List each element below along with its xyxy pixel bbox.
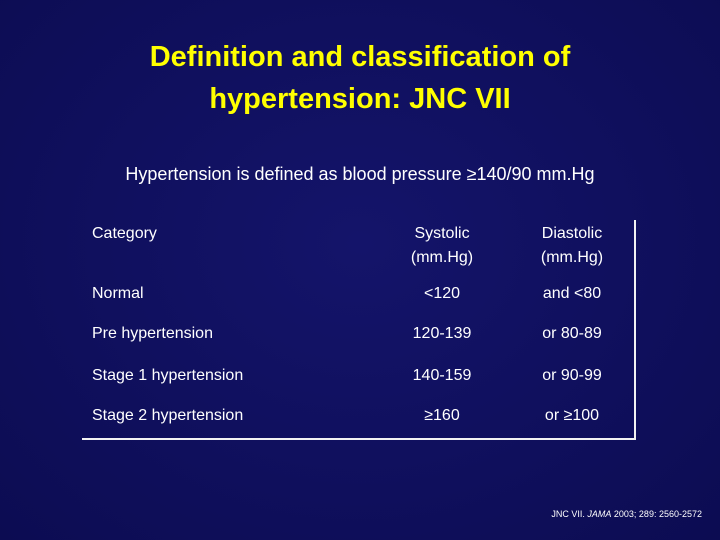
- header-diastolic-line-1: Diastolic: [541, 225, 603, 242]
- slide-title-line-2: hypertension: JNC VII: [209, 83, 511, 115]
- slide-subtitle: Hypertension is defined as blood pressure ≥140/90 mm.Hg: [125, 164, 595, 184]
- citation-prefix: JNC VII.: [551, 509, 588, 519]
- header-diastolic: [512, 222, 632, 270]
- header-diastolic-line-2: (mm.Hg): [540, 249, 604, 266]
- header-category: Category: [92, 225, 157, 242]
- slide-title: [0, 36, 720, 120]
- table-row-prehypertension-diastolic: or 80-89: [542, 325, 602, 342]
- citation-journal: JAMA: [587, 509, 612, 519]
- header-systolic: [382, 222, 502, 270]
- table-row-stage2-diastolic: or ≥100: [544, 407, 600, 424]
- header-systolic-line-1: Systolic: [414, 225, 470, 242]
- table-row-prehypertension-systolic: 120-139: [412, 325, 472, 342]
- table-row-normal-diastolic: and <80: [542, 285, 602, 302]
- table-row-stage1-category: Stage 1 hypertension: [92, 367, 244, 384]
- header-systolic-line-2: (mm.Hg): [410, 249, 474, 266]
- slide-title-line-1: Definition and classification of: [149, 41, 571, 73]
- table-row-normal-category: Normal: [92, 285, 144, 302]
- table-row-stage2-category: Stage 2 hypertension: [92, 407, 244, 424]
- table-row-normal-systolic: <120: [423, 285, 461, 302]
- table-row-stage1-systolic: 140-159: [412, 367, 472, 384]
- citation: [440, 508, 702, 520]
- table-row-stage2-systolic: ≥160: [424, 407, 460, 424]
- table-row-stage1-diastolic: or 90-99: [542, 367, 602, 384]
- table-row-prehypertension-category: Pre hypertension: [92, 325, 213, 342]
- citation-suffix: 2003; 289: 2560-2572: [611, 509, 702, 519]
- classification-table: [82, 220, 636, 440]
